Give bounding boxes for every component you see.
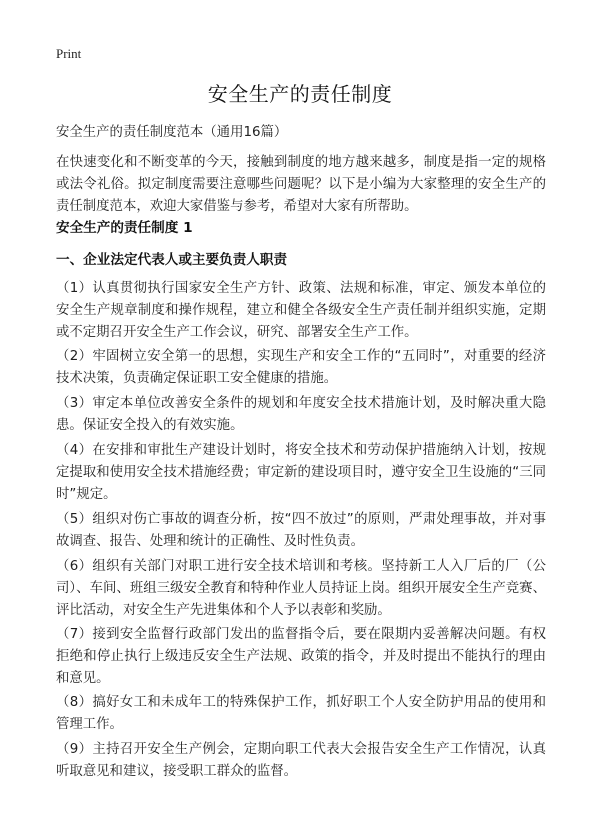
intro-paragraph: 在快速变化和不断变革的今天，接触到制度的地方越来越多，制度是指一定的规格或法令礼俗。拟定制度需要注意哪些问题呢？以下是小编为大家整理的安全生产的责任制度范本，欢迎大家借鉴与参考，希望对大家有所帮助。 (56, 155, 546, 214)
list-item: （8）搞好女工和未成年工的特殊保护工作，抓好职工个人安全防护用品的使用和管理工作。 (56, 695, 546, 732)
list-item: （9）主持召开安全生产例会，定期向职工代表大会报告安全生产工作情况，认真听取意见和建议，接受职工群众的监督。 (56, 742, 546, 779)
list-item: （3）审定本单位改善安全条件的规划和年度安全技术措施计划，及时解决重大隐患。保证安全投入的有效实施。 (56, 396, 546, 433)
list-item: （5）组织对伤亡事故的调查分析，按“四不放过”的原则，严肃处理事故，并对事故调查、报告、处理和统计的正确性、及时性负责。 (56, 512, 546, 549)
section-heading: 安全生产的责任制度 1 (56, 220, 193, 236)
list-item: （7）接到安全监督行政部门发出的监督指令后，要在限期内妥善解决问题。有权拒绝和停止执行上级违反安全生产法规、政策的指令，并及时提出不能执行的理由和意见。 (56, 627, 546, 686)
document-subtitle: 安全生产的责任制度范本（通用16篇） (56, 125, 288, 140)
print-link[interactable]: Print (56, 46, 82, 61)
list-item: （2）牢固树立安全第一的思想，实现生产和安全工作的“五同时”，对重要的经济技术决策，负责确定保证职工安全健康的措施。 (56, 349, 546, 386)
list-item: （1）认真贯彻执行国家安全生产方针、政策、法规和标准，审定、颁发本单位的安全生产规章制度和操作规程，建立和健全各级安全生产责任制并组织实施，定期或不定期召开安全生产工作会议，研究、部署安全生产工作。 (56, 281, 546, 340)
list-item: （6）组织有关部门对职工进行安全技术培训和考核。坚持新工人入厂后的厂（公司）、车间、班组三级安全教育和特种作业人员持证上岗。组织开展安全生产竞赛、评比活动，对安全生产先进集体和个人予以表彰和奖励。 (56, 559, 546, 618)
list-item: （4）在安排和审批生产建设计划时，将安全技术和劳动保护措施纳入计划，按规定提取和使用安全技术措施经费；审定新的建设项目时，遵守安全卫生设施的“三同时”规定。 (56, 443, 546, 502)
page-title: 安全生产的责任制度 (207, 82, 393, 106)
sub-heading: 一、企业法定代表人或主要负责人职责 (56, 252, 288, 268)
